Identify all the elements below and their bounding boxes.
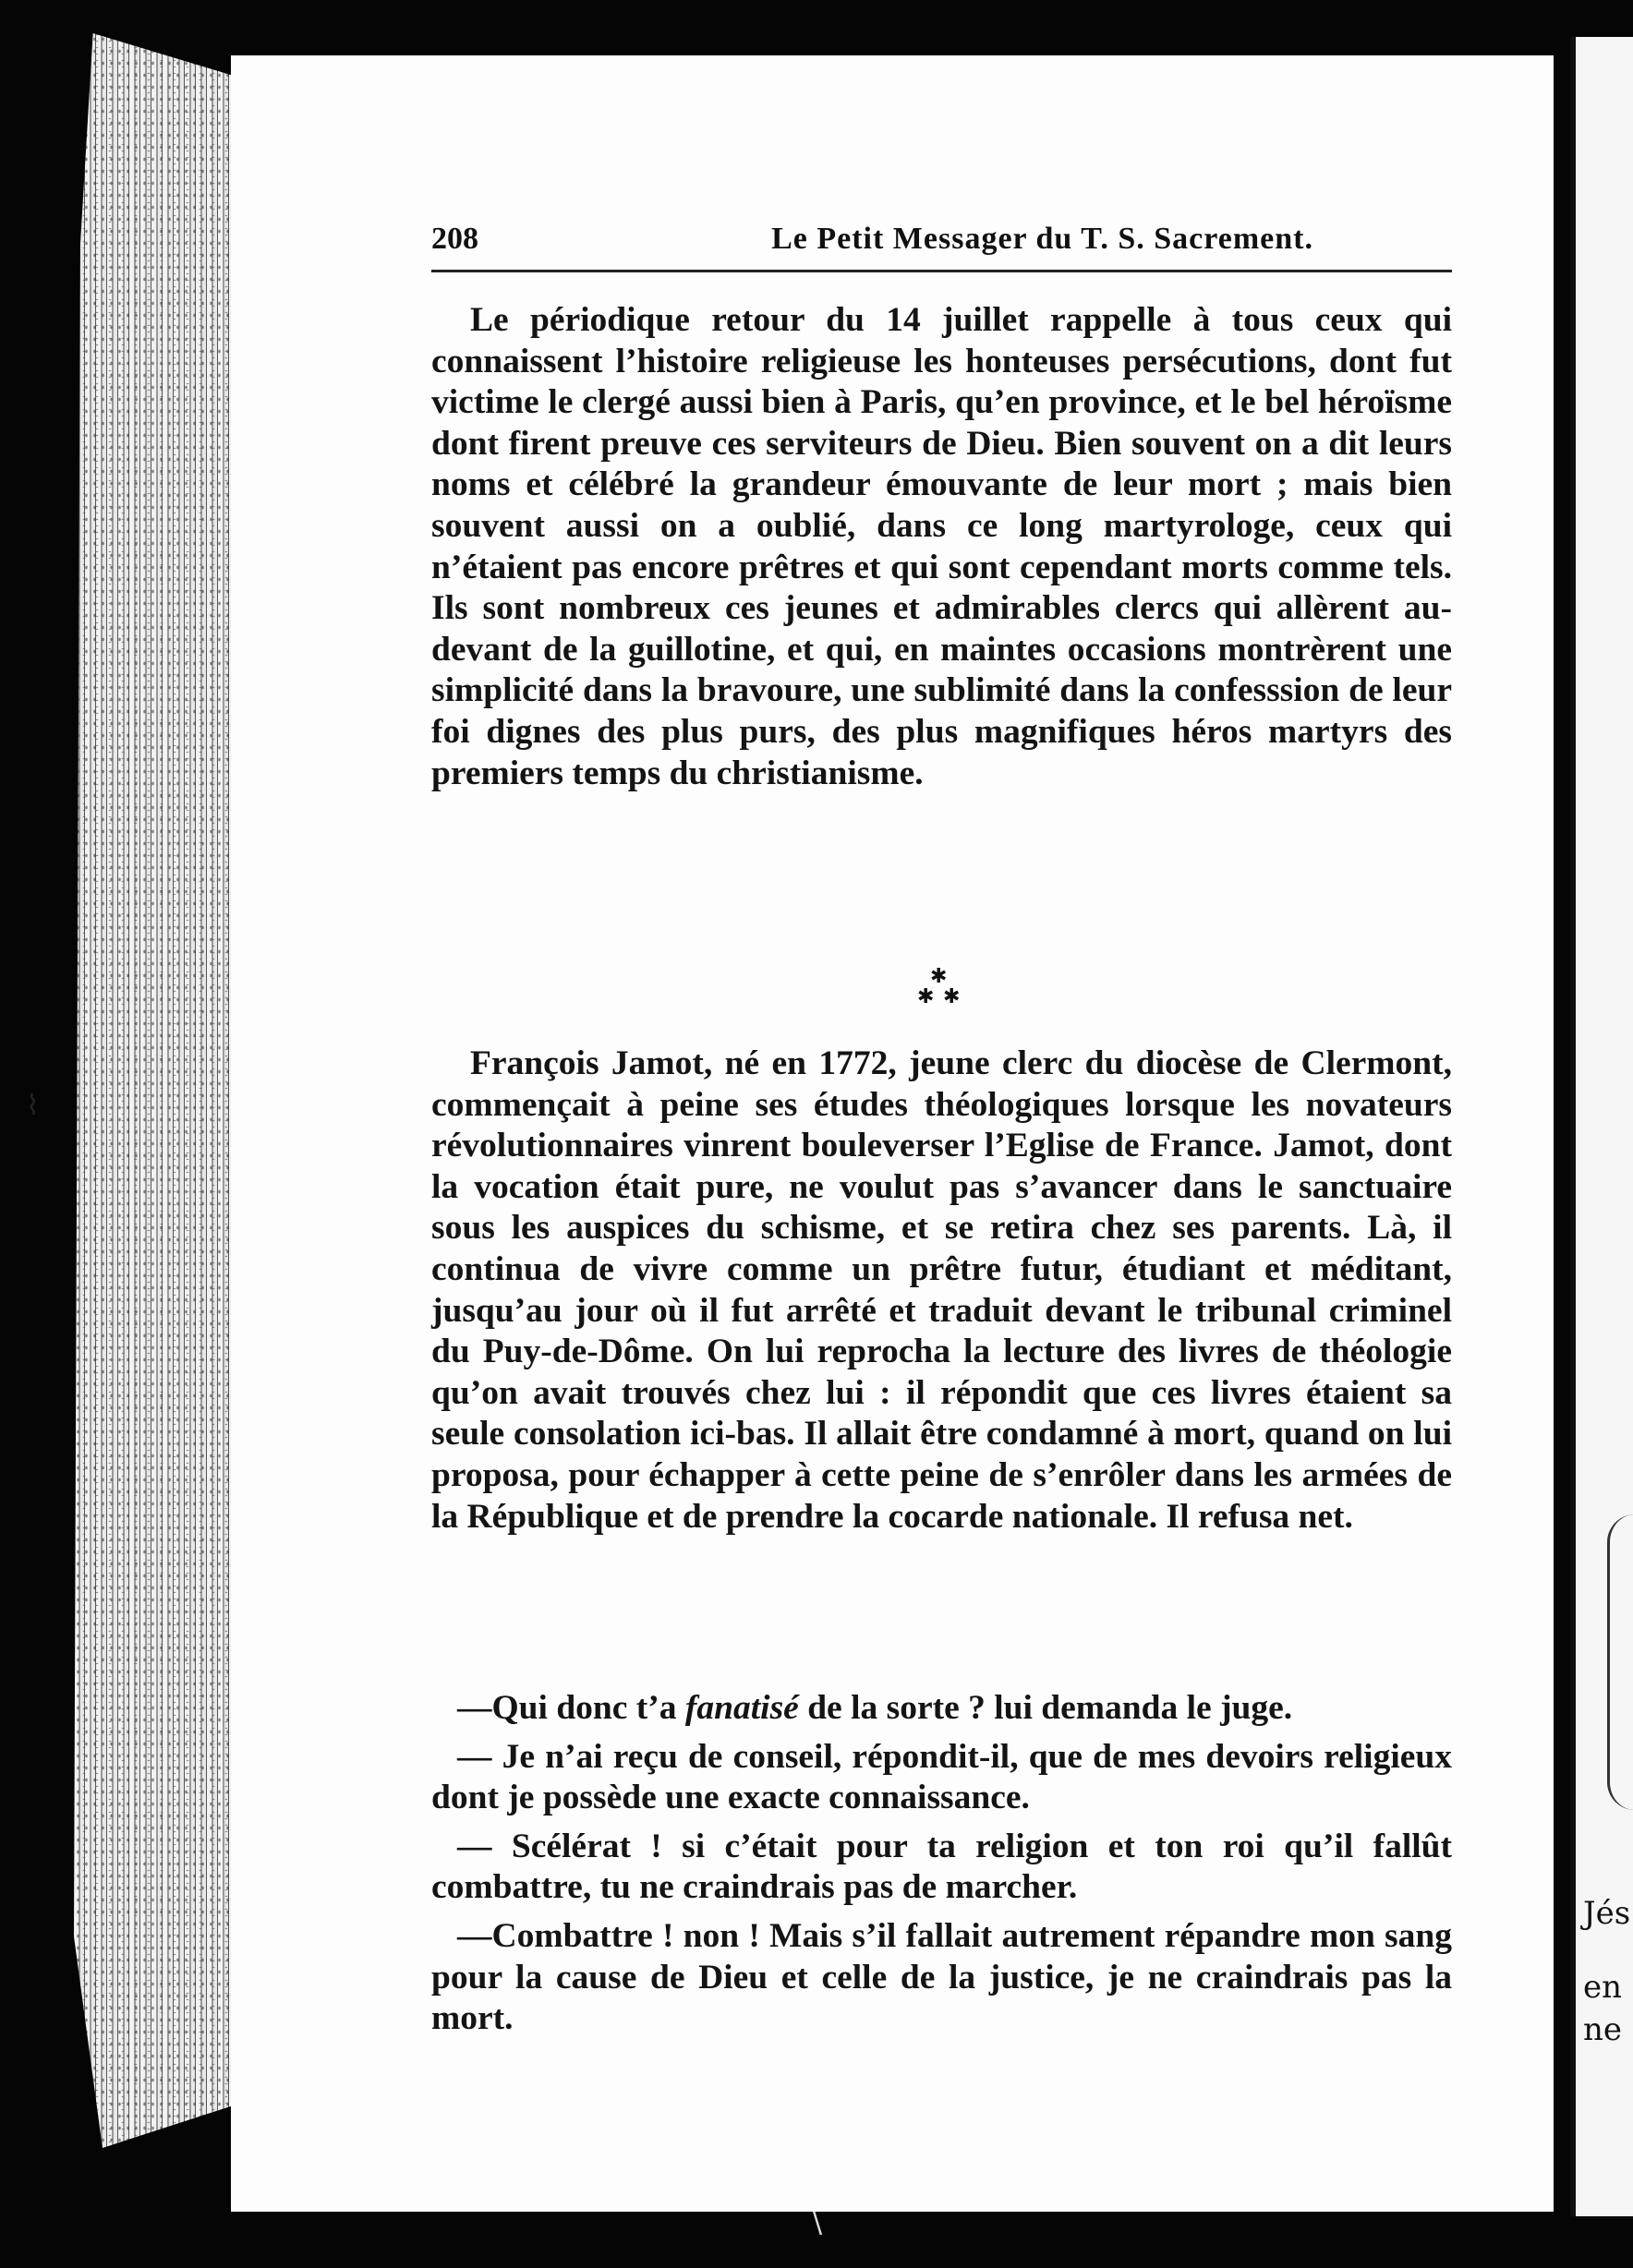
- page-edges-stack: [74, 33, 233, 2148]
- running-title: Le Petit Messager du T. S. Sacrement.: [771, 222, 1313, 256]
- paragraph-2: [431, 1044, 1452, 1538]
- header-rule: [431, 270, 1452, 272]
- running-header: [431, 222, 1452, 257]
- neighbor-fragment-3: ne: [1583, 2011, 1623, 2048]
- neighbor-fragment-1: Jés: [1583, 1895, 1631, 1932]
- asterism-star-left: ✱: [917, 985, 935, 1008]
- neighbor-page: [1570, 37, 1633, 2216]
- page-number: 208: [431, 222, 478, 256]
- section-separator: [910, 965, 965, 1011]
- dialogue-italic: fanatisé: [684, 1689, 799, 1727]
- paragraph-text: François Jamot, né en 1772, jeune clerc du diocèse de Clermont, commençait à peine ses études théologiques lorsque les novateurs révolutionnaires vinrent bouleverser l’Eglise de France. Jamot, dont la vocation était pure, ne voulut pas s’avancer dans le sanctuaire sous les auspices du schisme, et se retira chez ses parents. Là, il continua de vivre comme un prêtre futur, étudiant et méditant, jusqu’au jour où il fut arrêté et traduit devant le tribunal criminel du Puy-de-Dôme. On lui reprocha la lecture des livres de théologie qu’on avait trouvés chez lui : il répondit que ces livres étaient sa seule consolation ici-bas. Il allait être condamné à mort, quand on lui proposa, pour échapper à cette peine de s’enrôler dans les armées de la République et de prendre la cocarde nationale. Il refusa net.: [431, 1044, 1452, 1536]
- dialogue-line-1: [431, 1688, 1452, 1730]
- asterism-star-top: ✱: [930, 965, 948, 988]
- dialogue-line-3: — Scélérat ! si c’était pour ta religion et ton roi qu’il fallût combattre, tu ne craindrais pas de marcher.: [431, 1827, 1452, 1907]
- dialogue-text: de la sorte ? lui demanda le juge.: [798, 1689, 1293, 1727]
- neighbor-fragment-2: en: [1583, 1969, 1623, 2006]
- paragraph-1: [431, 300, 1452, 794]
- dialogue-line-4: —Combattre ! non ! Mais s’il fallait autrement répandre mon sang pour la cause de Dieu et celle de la justice, je ne craindrais pas la mort.: [431, 1916, 1452, 2038]
- margin-mark: ⌇: [26, 1090, 40, 1122]
- dialogue-line-2: — Je n’ai reçu de conseil, répondit-il, que de mes devoirs religieux dont je possède une exacte connaissance.: [431, 1737, 1452, 1817]
- neighbor-illustration: [1607, 1514, 1633, 1810]
- asterism-star-right: ✱: [943, 985, 961, 1008]
- paragraph-text: Le périodique retour du 14 juillet rappelle à tous ceux qui connaissent l’histoire religieuse les honteuses persécutions, dont fut victime le clergé aussi bien à Paris, qu’en province, et le bel héroïsme dont firent preuve ces serviteurs de Dieu. Bien souvent on a dit leurs noms et célébré la grandeur émouvante de leur mort ; mais bien souvent aussi on a oublié, dans ce long martyrologe, ceux qui n’étaient pas encore prêtres et qui sont cependant morts comme tels. Ils sont nombreux ces jeunes et admirables clercs qui allèrent au-devant de la guillotine, et qui, en maintes occasions montrèrent une simplicité dans la bravoure, une sublimité dans la confesssion de leur foi dignes des plus purs, des plus magnifiques héros martyrs des premiers temps du christianisme.: [431, 301, 1452, 792]
- scan-mark: \: [813, 2207, 823, 2239]
- dialogue-block: [431, 1688, 1452, 2040]
- page-gutter: [1570, 37, 1576, 2216]
- dialogue-text: —Qui donc t’a: [457, 1689, 685, 1727]
